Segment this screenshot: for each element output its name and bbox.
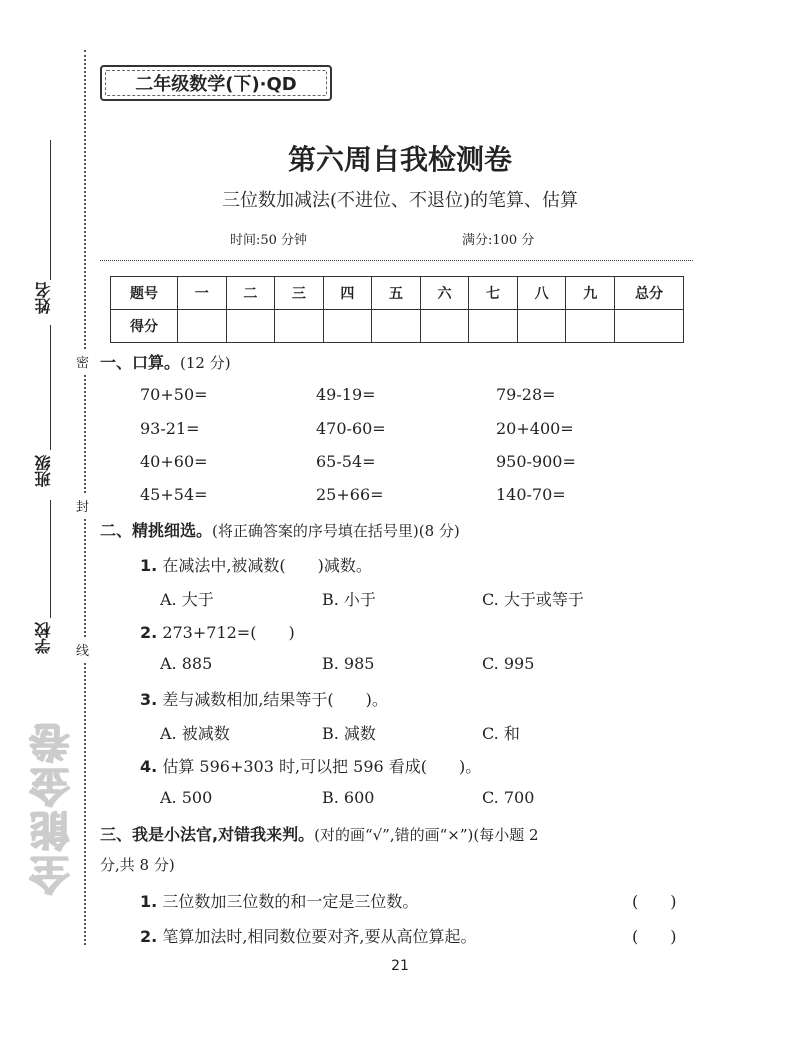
score-table-score-row <box>111 310 684 343</box>
answer-paren[interactable]: ( ) <box>632 892 677 911</box>
section-1-heading <box>100 350 231 373</box>
score-input-cell[interactable] <box>372 310 421 343</box>
table-cell: 三 <box>275 277 324 310</box>
table-cell: 得分 <box>111 310 178 343</box>
table-cell: 九 <box>566 277 615 310</box>
page-subtitle: 三位数加减法(不进位、不退位)的笔算、估算 <box>221 190 579 211</box>
option-b[interactable]: B. 985 <box>322 654 375 673</box>
option-a[interactable]: A. 被减数 <box>160 724 230 743</box>
option-a[interactable]: A. 大于 <box>160 590 214 609</box>
calc-item: 40+60= <box>140 452 208 471</box>
option-c[interactable]: C. 和 <box>482 724 520 743</box>
question-3-1 <box>140 889 418 912</box>
brand-watermark <box>20 712 84 902</box>
full-score: 满分:100 分 <box>462 233 535 248</box>
calc-item: 93-21= <box>140 419 200 438</box>
question-2-4 <box>140 754 481 777</box>
school-label: 学校 <box>34 622 53 654</box>
section-3-heading <box>100 822 539 845</box>
name-label: 姓名 <box>34 282 53 314</box>
option-a[interactable]: A. 885 <box>160 654 213 673</box>
question-2-3 <box>140 687 388 710</box>
table-cell: 五 <box>372 277 421 310</box>
table-cell: 一 <box>178 277 227 310</box>
seal-mark-mi: 密 <box>76 350 89 373</box>
question-text: 273+712=( ) <box>162 623 295 642</box>
section-3-heading-cont <box>100 854 175 875</box>
question-number: 2. <box>140 927 158 946</box>
grade-badge <box>100 65 332 101</box>
table-cell: 六 <box>420 277 469 310</box>
section-3-points-cont: 分,共 8 分) <box>100 856 175 874</box>
table-cell: 总分 <box>615 277 684 310</box>
score-input-cell[interactable] <box>566 310 615 343</box>
question-text: 三位数加三位数的和一定是三位数。 <box>162 892 419 911</box>
grade-text: 二年级数学(下)·QD <box>135 74 297 95</box>
section-3-title: 三、我是小法官,对错我来判。 <box>100 825 315 844</box>
calc-item: 25+66= <box>316 485 384 504</box>
score-input-cell[interactable] <box>178 310 227 343</box>
option-c[interactable]: C. 大于或等于 <box>482 590 584 609</box>
table-cell: 题号 <box>111 277 178 310</box>
table-cell: 四 <box>323 277 372 310</box>
section-1-title: 一、口算。 <box>100 353 181 372</box>
calc-item: 79-28= <box>496 385 556 404</box>
option-c[interactable]: C. 700 <box>482 788 535 807</box>
calc-item: 49-19= <box>316 385 376 404</box>
calc-item: 20+400= <box>496 419 574 438</box>
score-input-cell[interactable] <box>226 310 275 343</box>
score-input-cell[interactable] <box>420 310 469 343</box>
class-label: 班级 <box>34 455 53 487</box>
class-field-line[interactable] <box>50 325 51 450</box>
table-cell: 七 <box>469 277 518 310</box>
question-text: 差与减数相加,结果等于( )。 <box>162 690 388 709</box>
answer-paren[interactable]: ( ) <box>632 927 677 946</box>
page-number: 21 <box>391 958 409 974</box>
seal-mark-feng: 封 <box>76 494 89 517</box>
option-c[interactable]: C. 995 <box>482 654 535 673</box>
question-number: 1. <box>140 892 158 911</box>
question-2-1 <box>140 553 372 576</box>
score-input-cell[interactable] <box>275 310 324 343</box>
question-text: 估算 596+303 时,可以把 596 看成( )。 <box>162 757 482 776</box>
section-1-points: (12 分) <box>180 354 231 372</box>
score-table-header-row <box>111 277 684 310</box>
score-input-cell[interactable] <box>615 310 684 343</box>
brand-text: 全能金卷 <box>29 719 76 895</box>
calc-item: 70+50= <box>140 385 208 404</box>
score-table <box>110 276 684 343</box>
question-3-2 <box>140 924 477 947</box>
section-2-heading <box>100 518 460 541</box>
question-number: 4. <box>140 757 158 776</box>
section-2-points: (将正确答案的序号填在括号里)(8 分) <box>212 522 460 540</box>
question-2-2 <box>140 620 295 643</box>
page-title: 第六周自我检测卷 <box>287 143 512 176</box>
table-cell: 八 <box>517 277 566 310</box>
question-number: 1. <box>140 556 158 575</box>
header-divider <box>100 260 693 261</box>
calc-item: 140-70= <box>496 485 566 504</box>
question-number: 2. <box>140 623 158 642</box>
calc-item: 65-54= <box>316 452 376 471</box>
score-input-cell[interactable] <box>517 310 566 343</box>
calc-item: 950-900= <box>496 452 576 471</box>
school-field-line[interactable] <box>50 500 51 618</box>
question-number: 3. <box>140 690 158 709</box>
time-limit: 时间:50 分钟 <box>230 233 308 248</box>
question-text: 在减法中,被减数( )减数。 <box>162 556 372 575</box>
score-input-cell[interactable] <box>469 310 518 343</box>
question-text: 笔算加法时,相同数位要对齐,要从高位算起。 <box>162 927 477 946</box>
option-b[interactable]: B. 小于 <box>322 590 376 609</box>
option-b[interactable]: B. 减数 <box>322 724 376 743</box>
option-b[interactable]: B. 600 <box>322 788 375 807</box>
section-3-points: (对的画“√”,错的画“×”)(每小题 2 <box>314 826 539 844</box>
calc-item: 45+54= <box>140 485 208 504</box>
score-input-cell[interactable] <box>323 310 372 343</box>
seal-mark-xian: 线 <box>76 638 89 661</box>
table-cell: 二 <box>226 277 275 310</box>
section-2-title: 二、精挑细选。 <box>100 521 213 540</box>
calc-item: 470-60= <box>316 419 386 438</box>
option-a[interactable]: A. 500 <box>160 788 213 807</box>
